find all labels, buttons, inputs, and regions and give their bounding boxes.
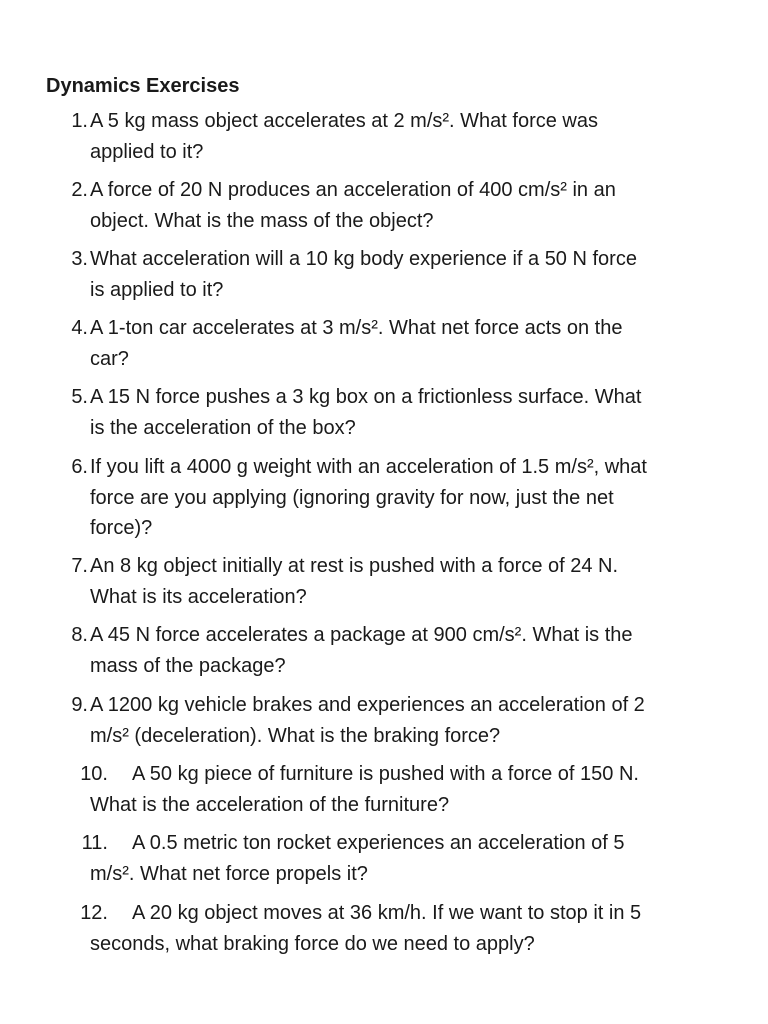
- exercise-line: An 8 kg object initially at rest is pushed with a force of 24 N.: [90, 555, 619, 577]
- exercise-number: 8.: [71, 624, 88, 646]
- exercise-number: 9.: [71, 694, 88, 716]
- exercise-text: [90, 759, 730, 820]
- exercise-text: [90, 244, 730, 305]
- exercise-item-9: [0, 690, 768, 751]
- exercise-line: What is its acceleration?: [90, 585, 307, 608]
- exercise-item-7: [0, 551, 768, 612]
- exercise-number: 2.: [71, 179, 88, 201]
- exercise-item-5: [0, 382, 768, 443]
- exercise-item-8: [0, 620, 768, 681]
- exercise-line: A 45 N force accelerates a package at 900 cm/s². What is the: [90, 624, 633, 646]
- exercise-line: A 15 N force pushes a 3 kg box on a frictionless surface. What: [90, 386, 642, 408]
- exercise-line: is applied to it?: [90, 278, 224, 301]
- exercise-item-12: [0, 898, 768, 959]
- exercise-item-3: [0, 244, 768, 305]
- exercise-item-2: [0, 175, 768, 236]
- exercise-line: mass of the package?: [90, 654, 286, 677]
- exercise-line: A 0.5 metric ton rocket experiences an acceleration of 5: [132, 832, 625, 854]
- exercise-item-10: [0, 759, 768, 820]
- exercise-line: A 20 kg object moves at 36 km/h. If we want to stop it in 5: [132, 902, 642, 924]
- exercise-line: A 1-ton car accelerates at 3 m/s². What net force acts on the: [90, 317, 623, 339]
- exercise-number: 5.: [71, 386, 88, 408]
- exercise-number: 10.: [80, 763, 108, 785]
- exercise-item-11: [0, 828, 768, 889]
- exercise-text: [90, 106, 730, 167]
- exercise-line: force are you applying (ignoring gravity for now, just the net: [90, 486, 614, 509]
- exercise-number: 1.: [71, 110, 88, 132]
- exercise-number: 11.: [81, 832, 108, 854]
- exercise-line: A force of 20 N produces an acceleration of 400 cm/s² in an: [90, 179, 616, 201]
- exercise-line: A 50 kg piece of furniture is pushed with a force of 150 N.: [132, 763, 639, 785]
- exercise-item-1: [0, 106, 768, 167]
- exercise-line: m/s². What net force propels it?: [90, 862, 368, 885]
- exercise-line: force)?: [90, 517, 153, 539]
- exercise-number: 4.: [71, 317, 88, 339]
- exercise-line: A 1200 kg vehicle brakes and experiences an acceleration of 2: [90, 694, 645, 716]
- exercise-line: If you lift a 4000 g weight with an acceleration of 1.5 m/s², what: [90, 456, 647, 478]
- exercise-item-6: [0, 452, 768, 544]
- exercise-line: is the acceleration of the box?: [90, 416, 356, 439]
- exercise-line: What is the acceleration of the furniture?: [90, 793, 450, 816]
- document-title: Dynamics Exercises: [46, 75, 240, 97]
- exercise-text: [90, 690, 730, 751]
- exercise-item-4: [0, 313, 768, 374]
- exercise-number: 3.: [71, 248, 88, 270]
- exercise-line: What acceleration will a 10 kg body experience if a 50 N force: [90, 248, 637, 270]
- exercise-line: object. What is the mass of the object?: [90, 209, 434, 232]
- exercise-line: applied to it?: [90, 140, 204, 163]
- exercise-text: [90, 313, 730, 374]
- exercise-text: [90, 898, 730, 959]
- exercise-text: [90, 175, 730, 236]
- exercise-text: [90, 452, 730, 544]
- exercise-number: 6.: [71, 456, 88, 478]
- exercise-text: [90, 551, 730, 612]
- exercise-number: 7.: [71, 555, 88, 577]
- exercise-line: car?: [90, 347, 129, 370]
- exercise-text: [90, 620, 730, 681]
- exercise-line: m/s² (deceleration). What is the braking force?: [90, 724, 501, 747]
- exercise-text: [90, 382, 730, 443]
- exercise-line: A 5 kg mass object accelerates at 2 m/s². What force was: [90, 110, 598, 132]
- exercise-number: 12.: [80, 902, 108, 924]
- exercise-line: seconds, what braking force do we need to apply?: [90, 932, 535, 955]
- exercise-text: [90, 828, 730, 889]
